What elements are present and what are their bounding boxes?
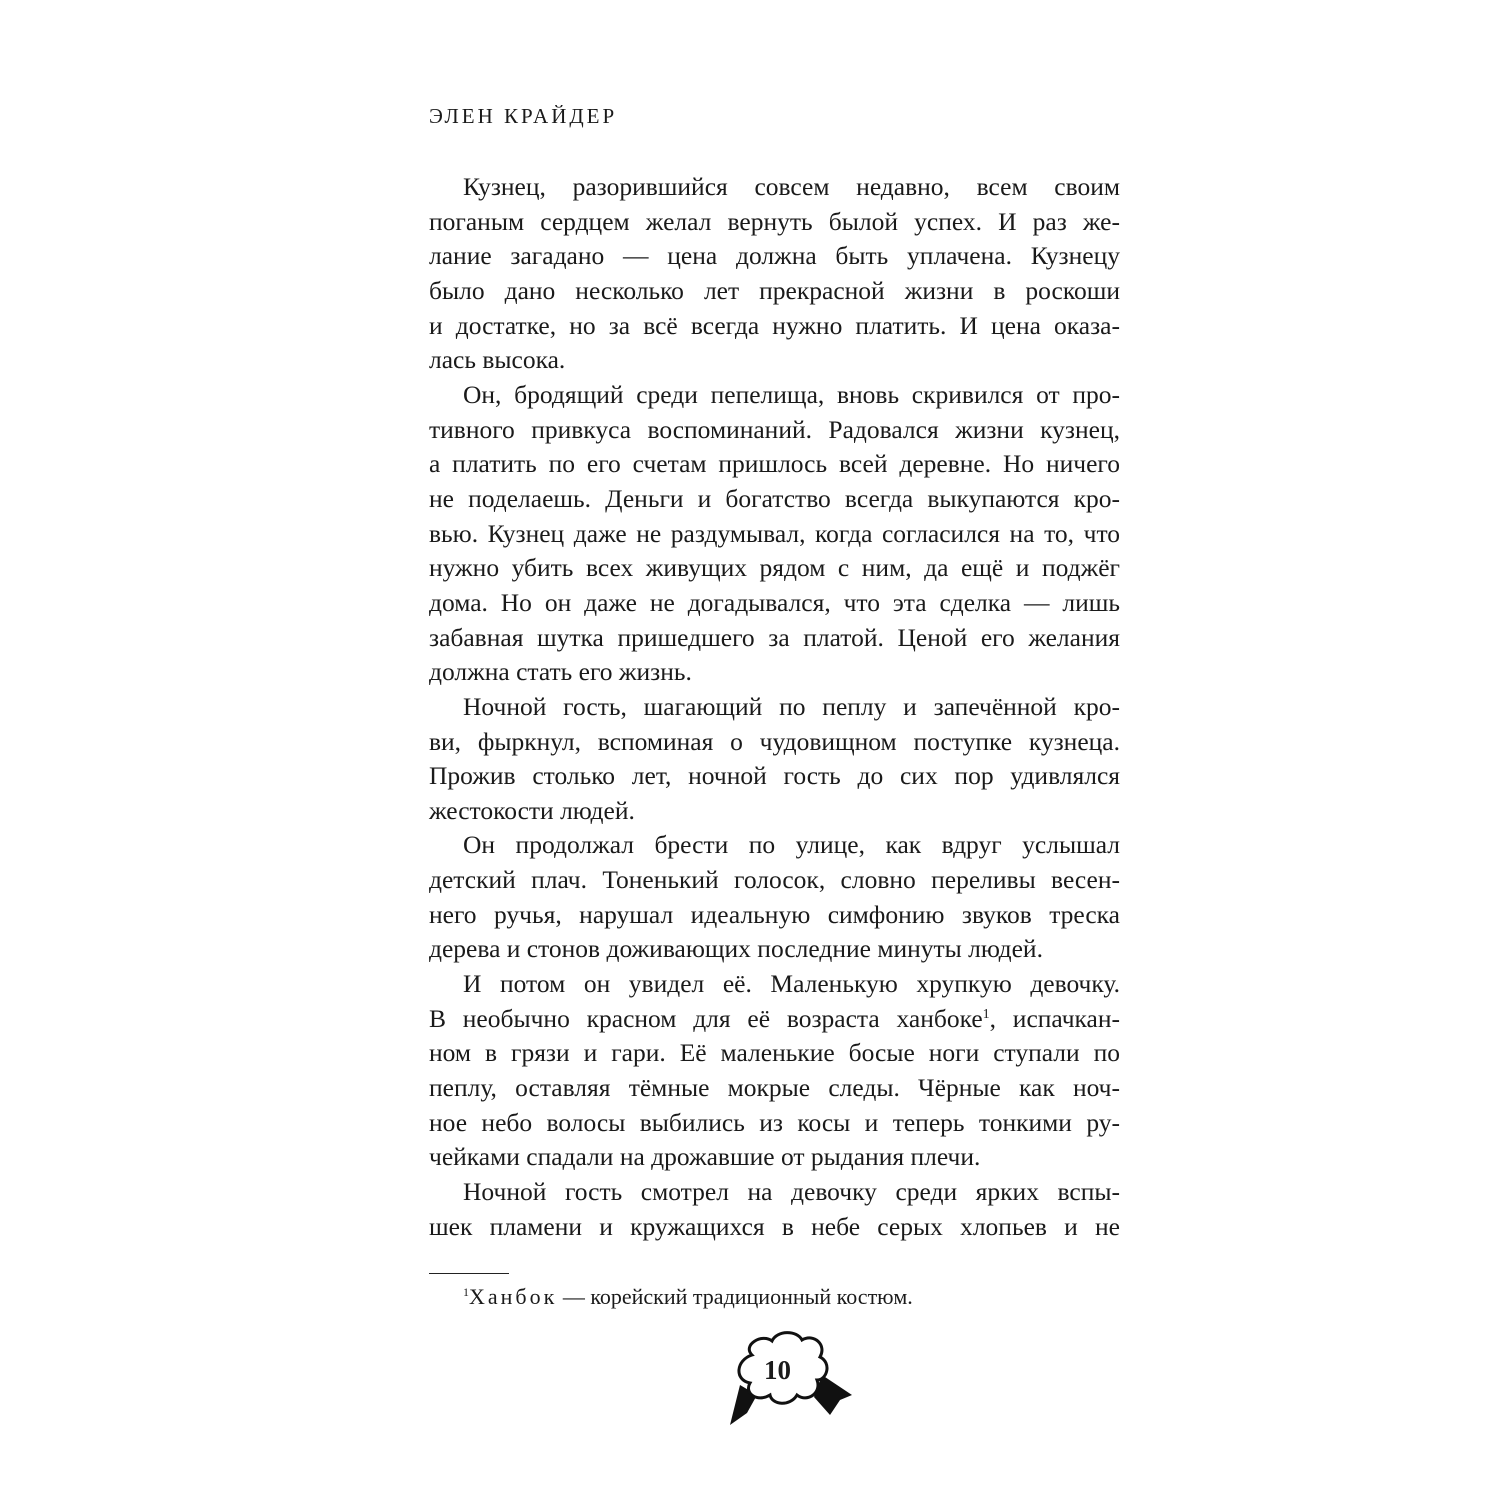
text-line: нужно убить всех живущих рядом с ним, да ещё и поджёг — [429, 553, 1120, 583]
text-line: лание загадано — цена должна быть уплачена. Кузнецу — [429, 241, 1120, 271]
text-line: пеплу, оставляя тёмные мокрые следы. Чёрные как ноч- — [429, 1073, 1120, 1103]
page-number: 10 — [764, 1355, 791, 1385]
text-line: тивного привкуса воспоминаний. Радовался жизни кузнец, — [429, 414, 1120, 444]
running-header-author: ЭЛЕН КРАЙДЕР — [429, 104, 618, 128]
text-line: ви, фыркнул, вспоминая о чудовищном поступке кузнеца. — [429, 726, 1120, 756]
text-line: а платить по его счетам пришлось всей деревне. Но ничего — [429, 449, 1120, 479]
text-line: детский плач. Тоненький голосок, словно переливы весен- — [429, 865, 1120, 895]
footnote-reference: 1 — [982, 1006, 990, 1022]
text-line: было дано несколько лет прекрасной жизни в роскоши — [429, 275, 1120, 305]
text-line: него ручья, нарушал идеальную симфонию звуков треска — [429, 899, 1120, 929]
text-line: чейками спадали на дрожавшие от рыдания плечи. — [429, 1142, 981, 1172]
text-line: и достатке, но за всё всегда нужно платить. И цена оказа- — [429, 310, 1120, 340]
text-line: не поделаешь. Деньги и богатство всегда выкупаются кро- — [429, 483, 1120, 513]
text-line: Ночной гость, шагающий по пеплу и запечённой кро- — [463, 691, 1120, 721]
text-line: дерева и стонов доживающих последние минуты людей. — [429, 934, 1043, 964]
text-line: Он, бродящий среди пепелища, вновь скривился от про- — [463, 379, 1120, 409]
footnote-term: Ханбок — [469, 1284, 558, 1309]
text-line: должна стать его жизнь. — [429, 657, 692, 687]
text-fragment: В необычно красном для её возраста ханбоке — [429, 1003, 983, 1033]
text-line: дома. Но он даже не догадывался, что эта сделка — лишь — [429, 587, 1120, 617]
page-number-flower — [722, 1325, 857, 1440]
text-line: Ночной гость смотрел на девочку среди ярких вспы- — [463, 1177, 1120, 1207]
text-line: шек пламени и кружащихся в небе серых хлопьев и не — [429, 1211, 1120, 1241]
text-line: забавная шутка пришедшего за платой. Ценой его желания — [429, 622, 1120, 652]
text-line: вью. Кузнец даже не раздумывал, когда согласился на то, что — [429, 518, 1120, 548]
text-line: лась высока. — [429, 345, 566, 375]
body-text — [429, 170, 1120, 1244]
text-line: ное небо волосы выбились из косы и теперь тонкими ру- — [429, 1107, 1120, 1137]
text-line: Кузнец, разорившийся совсем недавно, всем своим — [463, 172, 1120, 201]
text-line: ном в грязи и гари. Её маленькие босые ноги ступали по — [429, 1038, 1120, 1068]
footnote-mark: 1 — [463, 1285, 469, 1299]
text-line: И потом он увидел её. Маленькую хрупкую девочку. — [463, 969, 1120, 999]
text-fragment: , испачкан- — [989, 1003, 1120, 1033]
text-line: Он продолжал брести по улице, как вдруг услышал — [463, 830, 1120, 860]
text-line — [429, 1002, 1120, 1037]
footnote-divider — [429, 1273, 509, 1274]
footnote-text: — корейский традиционный костюм. — [557, 1284, 913, 1309]
footnote — [463, 1284, 913, 1310]
text-line: жестокости людей. — [429, 795, 635, 825]
text-line: поганым сердцем желал вернуть былой успех. И раз же- — [429, 206, 1120, 236]
text-line: Прожив столько лет, ночной гость до сих пор удивлялся — [429, 761, 1120, 791]
